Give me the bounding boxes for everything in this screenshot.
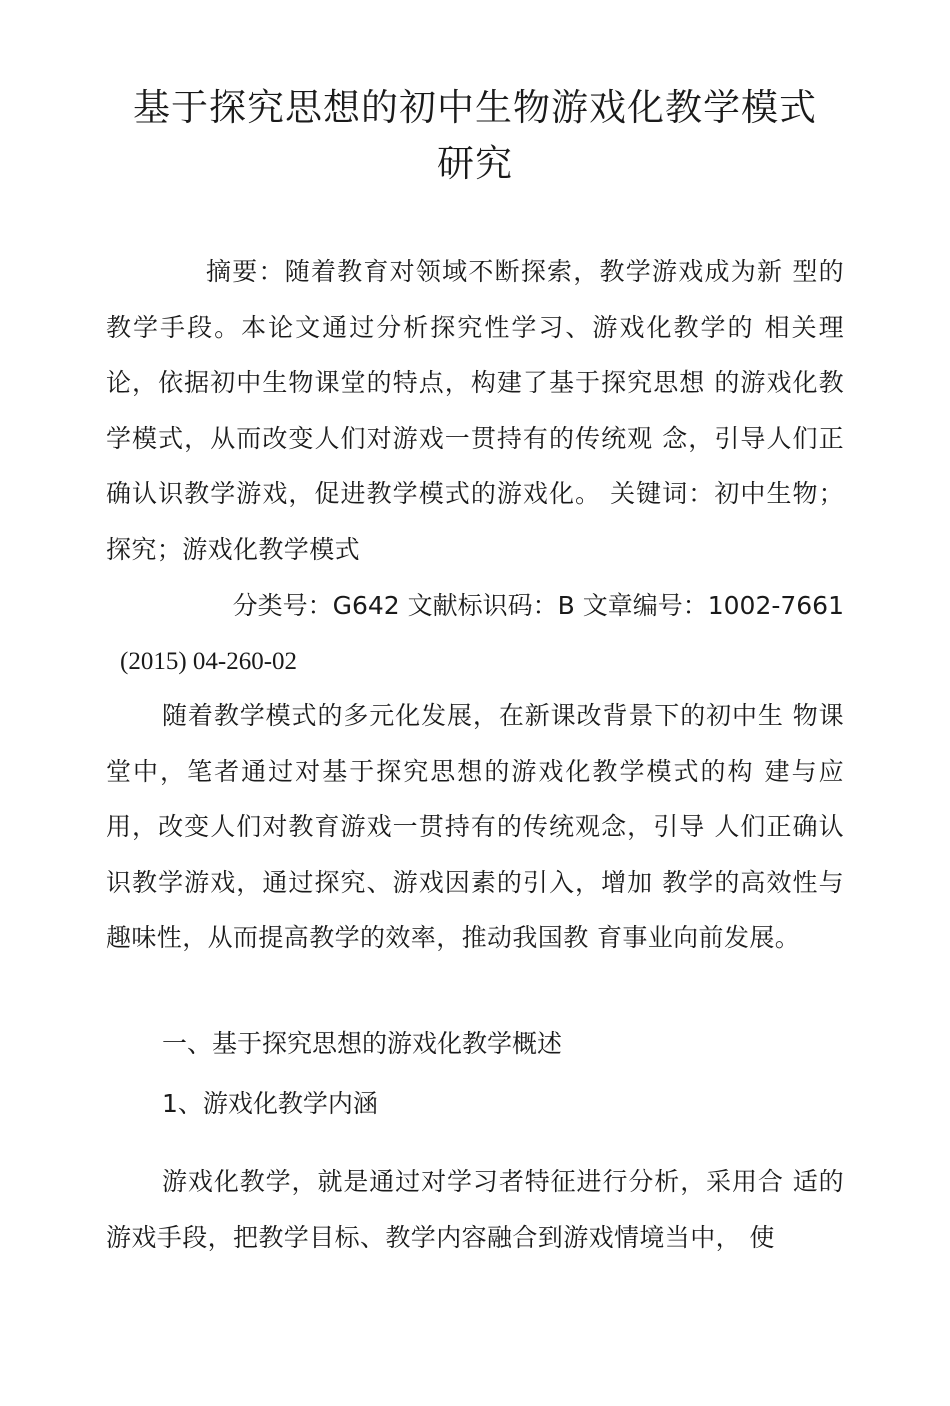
document-title bbox=[100, 80, 850, 192]
classification-info bbox=[106, 578, 844, 689]
classification-line-2: (2015) 04-260-02 bbox=[120, 647, 298, 675]
body-paragraph: 游戏化教学，就是通过对学习者特征进行分析，采用合 适的游戏手段，把教学目标、教学内容融合到游戏情境当中， 使 bbox=[106, 1167, 844, 1252]
section-heading: 一、基于探究思想的游戏化教学概述 bbox=[162, 1029, 563, 1058]
intro-paragraph: 随着教学模式的多元化发展，在新课改背景下的初中生 物课堂中，笔者通过对基于探究思想的游戏化教学模式的构 建与应用，改变人们对教育游戏一贯持有的传统观念，引导 人们正确认识教学游戏，通过探究、游戏因素的引入，增加 教学的高效性与趣味性，从而提高教学的效率，推动我国教 育事业向前发展。 bbox=[106, 701, 844, 952]
classification-line-1: 分类号：G642 文献标识码：B 文章编号：1002-7661 bbox=[232, 591, 844, 620]
title-line-2: 研究 bbox=[437, 142, 513, 185]
abstract-paragraph: 摘要：随着教育对领域不断探索，教学游戏成为新 型的教学手段。本论文通过分析探究性学习、游戏化教学的 相关理论，依据初中生物课堂的特点，构建了基于探究思想 的游戏化教学模式，从而改变人们对游戏一贯持有的传统观 念，引导人们正确认识教学游戏，促进教学模式的游戏化。 关键词：初中生物；探究；游戏化教学模式 bbox=[106, 257, 844, 564]
subsection-heading: 1、游戏化教学内涵 bbox=[162, 1089, 378, 1118]
title-line-1: 基于探究思想的初中生物游戏化教学模式 bbox=[133, 86, 817, 129]
